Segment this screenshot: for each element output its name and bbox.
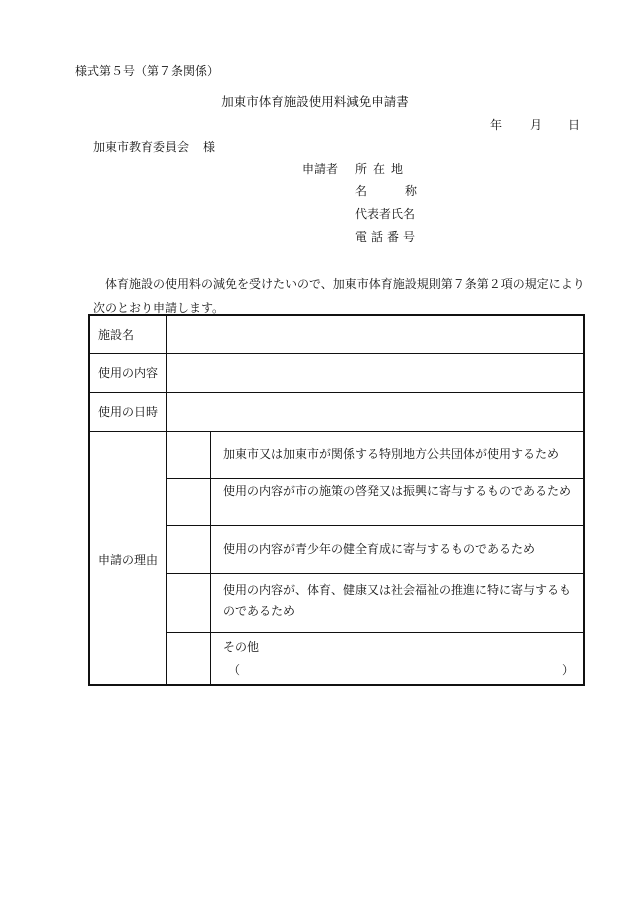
table-divider <box>167 573 583 574</box>
table-divider <box>90 431 583 432</box>
reason-other-field[interactable] <box>242 660 562 680</box>
reason-other-close-paren: ） <box>562 663 575 677</box>
table-divider <box>167 478 583 479</box>
reason-text-4: 使用の内容が、体育、健康又は社会福祉の推進に特に寄与するものであるため <box>223 583 572 618</box>
form-number: 様式第５号（第７条関係） <box>75 64 220 78</box>
reason-checkbox-other[interactable] <box>168 633 210 684</box>
reason-text-1: 加東市又は加東市が関係する特別地方公共団体が使用するため <box>223 447 560 461</box>
usage-content-field[interactable] <box>167 354 583 392</box>
reason-text-2: 使用の内容が市の施策の啓発又は振興に寄与するものであるため <box>223 484 572 498</box>
reason-checkbox-1[interactable] <box>168 432 210 478</box>
reason-checkbox-2[interactable] <box>168 479 210 525</box>
applicant-phone-label: 電話番号 <box>355 230 420 244</box>
usage-content-label: 使用の内容 <box>98 366 159 380</box>
reason-other-label: その他 <box>223 640 260 654</box>
table-divider <box>167 632 583 633</box>
table-divider <box>167 525 583 526</box>
applicant-representative-label: 代表者氏名 <box>355 207 416 221</box>
addressee-honorific: 様 <box>203 140 216 154</box>
application-table <box>88 314 585 686</box>
reason-text-3: 使用の内容が青少年の健全育成に寄与するものであるため <box>223 542 536 556</box>
usage-datetime-label: 使用の日時 <box>98 405 159 419</box>
usage-datetime-field[interactable] <box>167 393 583 431</box>
date-year-label: 年 <box>490 118 503 132</box>
applicant-name-label: 名称 <box>355 184 456 198</box>
addressee <box>93 141 215 153</box>
addressee-name: 加東市教育委員会 <box>93 140 190 154</box>
date-month-label: 月 <box>530 118 543 132</box>
table-divider <box>210 431 211 684</box>
document-title: 加東市体育施設使用料減免申請書 <box>221 94 409 109</box>
applicant-label: 申請者 <box>302 162 339 176</box>
facility-label: 施設名 <box>98 328 135 342</box>
reason-other-open-paren: （ <box>228 663 241 677</box>
facility-field[interactable] <box>167 316 583 353</box>
applicant-address-label: 所在地 <box>355 162 410 176</box>
reason-label: 申請の理由 <box>98 553 159 567</box>
date-day-label: 日 <box>568 118 581 132</box>
body-text: 体育施設の使用料の減免を受けたいので、加東市体育施設規則第７条第２項の規定により次のとおり申請します。 <box>93 277 585 315</box>
reason-checkbox-4[interactable] <box>168 574 210 632</box>
reason-checkbox-3[interactable] <box>168 526 210 573</box>
